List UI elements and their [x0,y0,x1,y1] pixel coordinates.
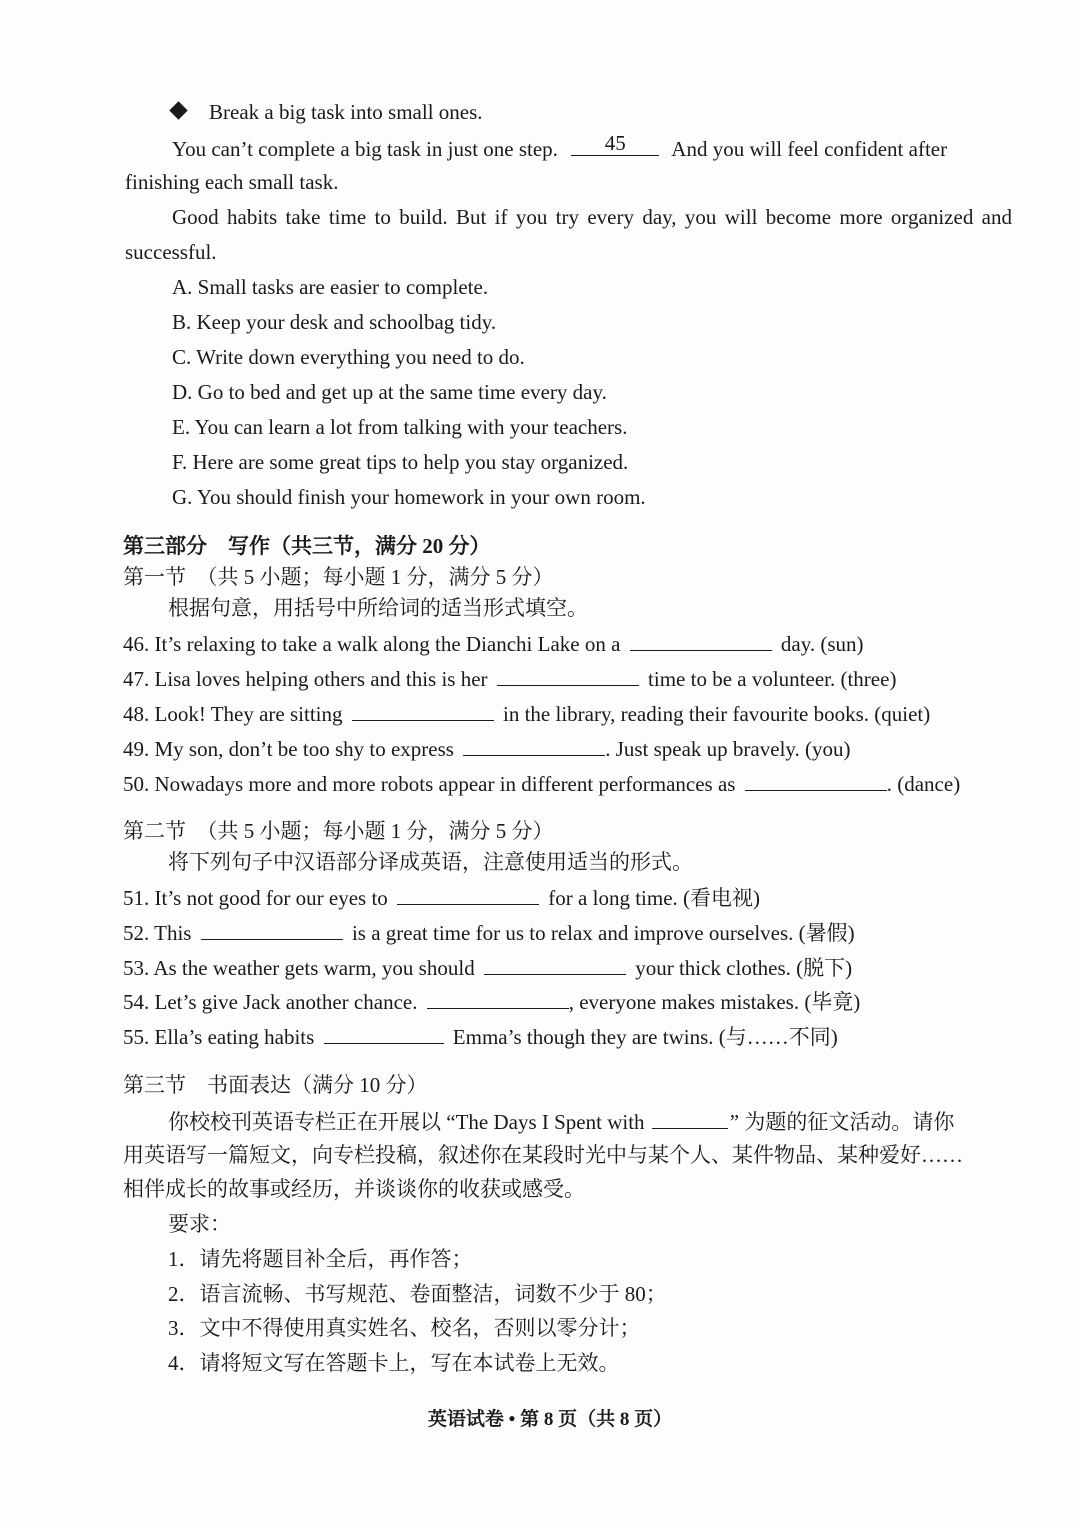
question-51-hint: for a long time. (看电视) [548,886,760,910]
section2-title: 第二节 （共 5 小题；每小题 1 分，满分 5 分） [123,819,554,843]
question-54-hint: , everyone makes mistakes. (毕竟) [568,990,861,1014]
question-50-text: 50. Nowadays more and more robots appear in different performances as [123,772,736,796]
question-53-hint: your thick clothes. (脱下) [635,956,853,980]
question-47-hint: time to be a volunteer. (three) [648,667,897,691]
question-47-text: 47. Lisa loves helping others and this is her [123,667,488,691]
question-53 [123,952,852,982]
writing-prompt-line-1-after: ” 为题的征文活动。请你 [729,1110,955,1134]
section1-instruction: 根据句意，用括号中所给词的适当形式填空。 [168,596,588,620]
writing-prompt-line-2: 用英语写一篇短文，向专栏投稿，叙述你在某段时光中与某个人、某件物品、某种爱好…… [123,1143,963,1167]
answer-blank-49[interactable] [463,733,605,756]
question-54-text: 54. Let’s give Jack another chance. [123,990,418,1014]
tip-line-1-before: You can’t complete a big task in just one step. [172,137,558,161]
section1-title: 第一节 （共 5 小题；每小题 1 分，满分 5 分） [123,565,554,589]
requirement-3: 3．文中不得使用真实姓名、校名，否则以零分计； [168,1316,641,1340]
question-48-text: 48. Look! They are sitting [123,702,343,726]
answer-blank-46[interactable] [630,628,772,651]
tip-line-1 [172,133,947,163]
closing-line-2: successful. [125,240,217,264]
question-55 [123,1021,838,1051]
writing-prompt-line-1-before: 你校校刊英语专栏正在开展以 “The Days I Spent with [168,1110,645,1134]
blank-45-number: 45 [604,131,626,155]
question-55-hint: Emma’s though they are twins. (与……不同) [452,1025,838,1049]
answer-blank-54[interactable] [427,986,569,1009]
question-55-text: 55. Ella’s eating habits [123,1025,315,1049]
question-52-text: 52. This [123,921,192,945]
question-51-text: 51. It’s not good for our eyes to [123,886,388,910]
question-52 [123,917,855,947]
option-g: G. You should finish your homework in your own room. [172,485,646,509]
answer-blank-47[interactable] [497,663,639,686]
closing-line-1: Good habits take time to build. But if you try every day, you will become more organized and [172,205,1012,229]
option-d: D. Go to bed and get up at the same time every day. [172,380,607,404]
tip-heading-text: Break a big task into small ones. [209,100,483,124]
blank-45[interactable] [571,133,659,156]
option-a: A. Small tasks are easier to complete. [172,275,489,299]
question-50 [123,768,960,798]
option-f: F. Here are some great tips to help you stay organized. [172,450,629,474]
answer-blank-53[interactable] [484,952,626,975]
question-48-hint: in the library, reading their favourite books. (quiet) [503,702,931,726]
question-51 [123,882,760,912]
page-footer: 英语试卷 • 第 8 页（共 8 页） [427,1409,673,1430]
writing-prompt-line-3: 相伴成长的故事或经历，并谈谈你的收获或感受。 [123,1177,585,1201]
requirement-1: 1．请先将题目补全后，再作答； [168,1247,473,1271]
option-b: B. Keep your desk and schoolbag tidy. [172,310,497,334]
answer-blank-51[interactable] [397,882,539,905]
title-blank[interactable] [652,1106,728,1129]
question-52-hint: is a great time for us to relax and improve ourselves. (暑假) [351,921,855,945]
question-46-text: 46. It’s relaxing to take a walk along the Dianchi Lake on a [123,632,621,656]
question-54 [123,986,860,1016]
part3-title: 第三部分 写作（共三节，满分 20 分） [123,534,491,558]
answer-blank-55[interactable] [324,1021,444,1044]
question-53-text: 53. As the weather gets warm, you should [123,956,475,980]
answer-blank-52[interactable] [201,917,343,940]
tip-heading [172,98,483,126]
question-46 [123,628,864,658]
requirement-2: 2．语言流畅、书写规范、卷面整洁，词数不少于 80； [168,1282,667,1306]
option-c: C. Write down everything you need to do. [172,345,525,369]
tip-line-2: finishing each small task. [125,170,339,194]
diamond-bullet-icon [169,101,187,119]
requirements-label: 要求： [168,1212,231,1236]
question-47 [123,663,896,693]
question-50-hint: . (dance) [886,772,961,796]
question-48 [123,698,930,728]
option-e: E. You can learn a lot from talking with your teachers. [172,415,628,439]
requirement-4: 4．请将短文写在答题卡上，写在本试卷上无效。 [168,1351,620,1375]
answer-blank-50[interactable] [745,768,887,791]
question-46-hint: day. (sun) [780,632,864,656]
writing-prompt-line-1 [168,1106,954,1136]
section3-title: 第三节 书面表达（满分 10 分） [123,1073,428,1097]
tip-line-1-after: And you will feel confident after [671,137,948,161]
section2-instruction: 将下列句子中汉语部分译成英语，注意使用适当的形式。 [168,850,693,874]
question-49-hint: . Just speak up bravely. (you) [605,737,851,761]
question-49 [123,733,851,763]
answer-blank-48[interactable] [352,698,494,721]
question-49-text: 49. My son, don’t be too shy to express [123,737,454,761]
